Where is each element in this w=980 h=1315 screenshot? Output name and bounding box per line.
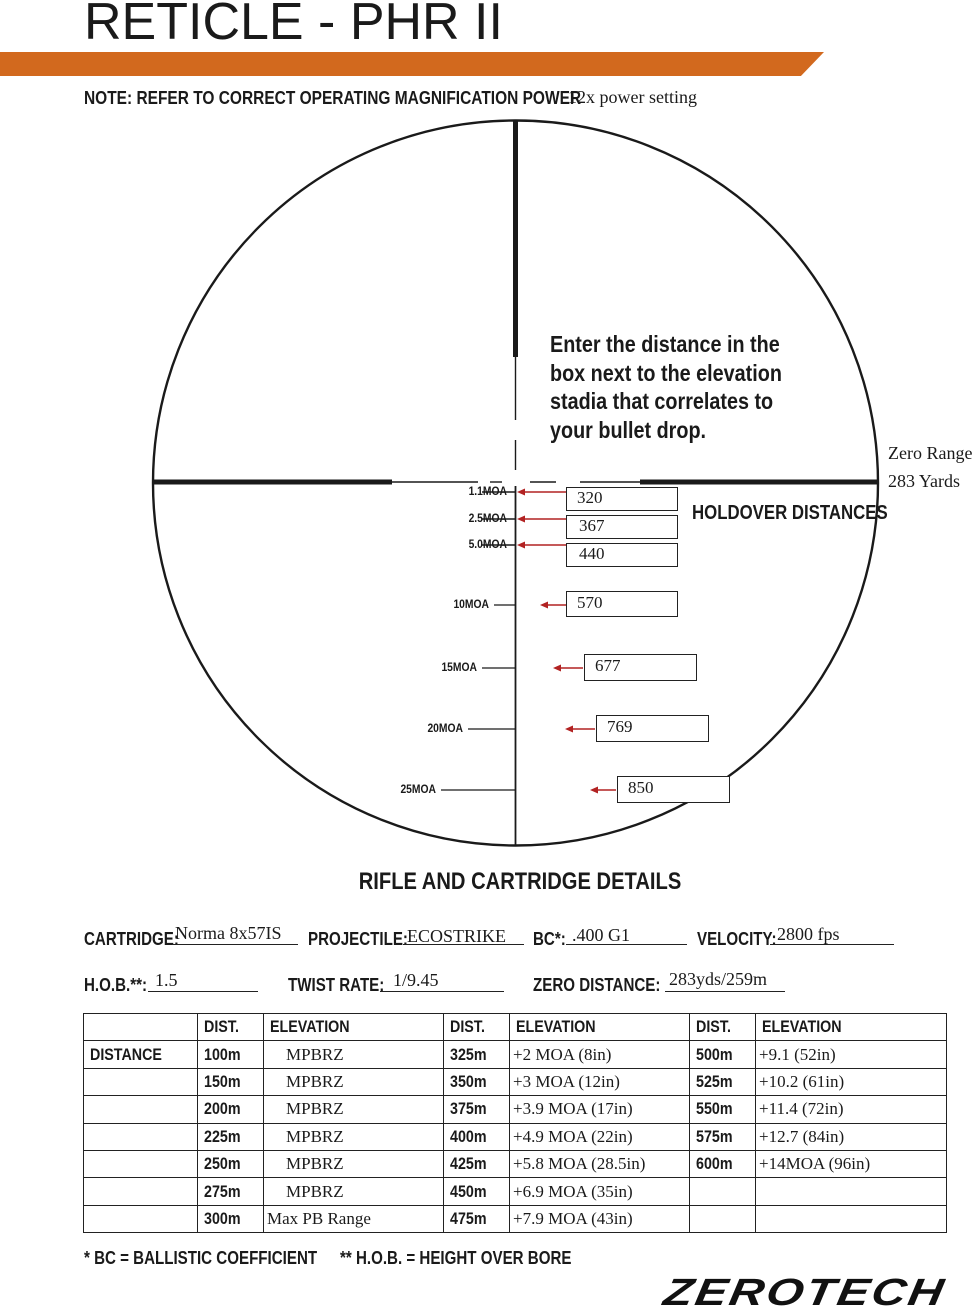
logo-text: ZEROTECH	[660, 1272, 950, 1314]
distance-cell: 450m	[444, 1178, 510, 1205]
stadia-arrow-head	[517, 489, 525, 496]
zero-range-label: Zero Range	[888, 443, 973, 463]
table-corner-cell	[84, 1014, 198, 1041]
instruction-line: stadia that correlates to	[550, 388, 774, 414]
elevation-cell: MPBRZ	[264, 1123, 444, 1150]
distance-cell: 225m	[198, 1123, 264, 1150]
elevation-cell: +14MOA (96in)	[756, 1150, 947, 1177]
distance-cell	[690, 1178, 756, 1205]
distance-cell: 150m	[198, 1068, 264, 1095]
row-label-cell	[84, 1178, 198, 1205]
page-title: RETICLE - PHR II	[84, 0, 503, 51]
stadia-moa-label: 15MOA	[441, 660, 477, 674]
cartridge-label: CARTRIDGE:	[84, 929, 179, 949]
elevation-cell: +4.9 MOA (22in)	[510, 1123, 690, 1150]
instruction-text	[550, 330, 782, 444]
distance-cell: 600m	[690, 1150, 756, 1177]
distance-cell	[690, 1205, 756, 1232]
elevation-cell: +3 MOA (12in)	[510, 1068, 690, 1095]
projectile-label: PROJECTILE:	[308, 929, 408, 949]
zero-distance-line	[665, 991, 785, 992]
holdover-distance-box: 367	[566, 515, 678, 539]
elevation-cell: +9.1 (52in)	[756, 1041, 947, 1068]
stadia-moa-label: 20MOA	[427, 721, 463, 735]
table-row	[84, 1123, 947, 1150]
table-row	[84, 1096, 947, 1123]
elevation-header: ELEVATION	[756, 1014, 947, 1041]
elevation-cell: +10.2 (61in)	[756, 1068, 947, 1095]
magnification-value: 12x power setting	[568, 87, 697, 107]
bc-label: BC*:	[533, 929, 566, 949]
hob-value: 1.5	[155, 970, 178, 990]
distance-cell: 350m	[444, 1068, 510, 1095]
stadia-arrow-head	[517, 516, 525, 523]
instruction-line: box next to the elevation	[550, 359, 782, 386]
row-label-cell	[84, 1068, 198, 1095]
distance-cell: 525m	[690, 1068, 756, 1095]
hob-label: H.O.B.**:	[84, 975, 148, 995]
stadia-arrow-head	[540, 602, 548, 609]
row-label-cell	[84, 1096, 198, 1123]
distance-table	[83, 1013, 947, 1233]
elevation-cell: MPBRZ	[264, 1041, 444, 1068]
elevation-cell	[756, 1205, 947, 1232]
elevation-cell: +11.4 (72in)	[756, 1096, 947, 1123]
elevation-cell: Max PB Range	[264, 1205, 444, 1232]
twist-label: TWIST RATE:	[288, 975, 385, 995]
distance-cell: 250m	[198, 1150, 264, 1177]
elevation-cell: MPBRZ	[264, 1096, 444, 1123]
stadia-moa-label: 5.0MOA	[468, 537, 507, 551]
elevation-cell: +12.7 (84in)	[756, 1123, 947, 1150]
hob-line	[148, 991, 258, 992]
elevation-cell: MPBRZ	[264, 1068, 444, 1095]
distance-cell: 375m	[444, 1096, 510, 1123]
stadia-arrow-head	[590, 787, 598, 794]
dist-header: DIST.	[198, 1014, 264, 1041]
details-title: RIFLE AND CARTRIDGE DETAILS	[358, 868, 682, 895]
instruction-line: your bullet drop.	[550, 416, 707, 443]
table-header-row	[84, 1014, 947, 1041]
velocity-value: 2800 fps	[777, 924, 840, 944]
zerotech-logo	[660, 1272, 949, 1315]
table-row	[84, 1041, 947, 1068]
bc-footnote: * BC = BALLISTIC COEFFICIENT	[84, 1248, 318, 1268]
instruction-line: Enter the distance in the	[550, 331, 780, 357]
elevation-cell: MPBRZ	[264, 1178, 444, 1205]
table-row	[84, 1068, 947, 1095]
cartridge-value: Norma 8x57IS	[175, 923, 282, 943]
row-label-cell: DISTANCE	[84, 1041, 198, 1068]
stadia-moa-label: 1.1MOA	[468, 484, 507, 498]
twist-value: 1/9.45	[393, 970, 439, 990]
holdover-distance-box: 850	[617, 776, 730, 803]
elevation-cell: +3.9 MOA (17in)	[510, 1096, 690, 1123]
table-row	[84, 1150, 947, 1177]
table-row	[84, 1205, 947, 1232]
elevation-cell: MPBRZ	[264, 1150, 444, 1177]
stadia-arrow-head	[553, 665, 561, 672]
elevation-header: ELEVATION	[510, 1014, 690, 1041]
distance-cell: 400m	[444, 1123, 510, 1150]
elevation-cell: +2 MOA (8in)	[510, 1041, 690, 1068]
row-label-cell	[84, 1150, 198, 1177]
holdover-distance-box: 320	[566, 487, 678, 511]
distance-cell: 475m	[444, 1205, 510, 1232]
holdover-distance-box: 677	[584, 654, 697, 681]
zero-distance-value: 283yds/259m	[669, 969, 768, 989]
distance-cell: 425m	[444, 1150, 510, 1177]
holdover-distance-box: 769	[596, 715, 709, 742]
distance-cell: 500m	[690, 1041, 756, 1068]
dist-header: DIST.	[690, 1014, 756, 1041]
elevation-cell	[756, 1178, 947, 1205]
distance-cell: 325m	[444, 1041, 510, 1068]
distance-cell: 100m	[198, 1041, 264, 1068]
stadia-moa-label: 25MOA	[400, 782, 436, 796]
elevation-header: ELEVATION	[264, 1014, 444, 1041]
stadia-arrow-head	[565, 726, 573, 733]
twist-line	[380, 991, 504, 992]
elevation-cell: +5.8 MOA (28.5in)	[510, 1150, 690, 1177]
holdover-distance-box: 570	[566, 591, 678, 617]
table-row	[84, 1178, 947, 1205]
row-label-cell	[84, 1123, 198, 1150]
bc-value: .400 G1	[572, 925, 630, 945]
distance-cell: 200m	[198, 1096, 264, 1123]
hob-footnote: ** H.O.B. = HEIGHT OVER BORE	[340, 1248, 572, 1268]
zero-distance-label: ZERO DISTANCE:	[533, 975, 661, 995]
elevation-cell: +7.9 MOA (43in)	[510, 1205, 690, 1232]
projectile-value: ECOSTRIKE	[407, 926, 506, 946]
stadia-moa-label: 2.5MOA	[468, 511, 507, 525]
distance-cell: 575m	[690, 1123, 756, 1150]
note-label: NOTE: REFER TO CORRECT OPERATING MAGNIFICATION POWER	[84, 88, 582, 108]
zero-range-value: 283 Yards	[888, 471, 961, 491]
stadia-arrow-head	[517, 542, 525, 549]
cartridge-line	[172, 944, 298, 945]
holdover-distance-box: 440	[566, 543, 678, 567]
stadia-moa-label: 10MOA	[453, 597, 489, 611]
elevation-cell: +6.9 MOA (35in)	[510, 1178, 690, 1205]
row-label-cell	[84, 1205, 198, 1232]
distance-cell: 550m	[690, 1096, 756, 1123]
distance-cell: 275m	[198, 1178, 264, 1205]
distance-cell: 300m	[198, 1205, 264, 1232]
velocity-label: VELOCITY:	[697, 929, 777, 949]
holdover-title: HOLDOVER DISTANCES	[692, 502, 888, 524]
dist-header: DIST.	[444, 1014, 510, 1041]
